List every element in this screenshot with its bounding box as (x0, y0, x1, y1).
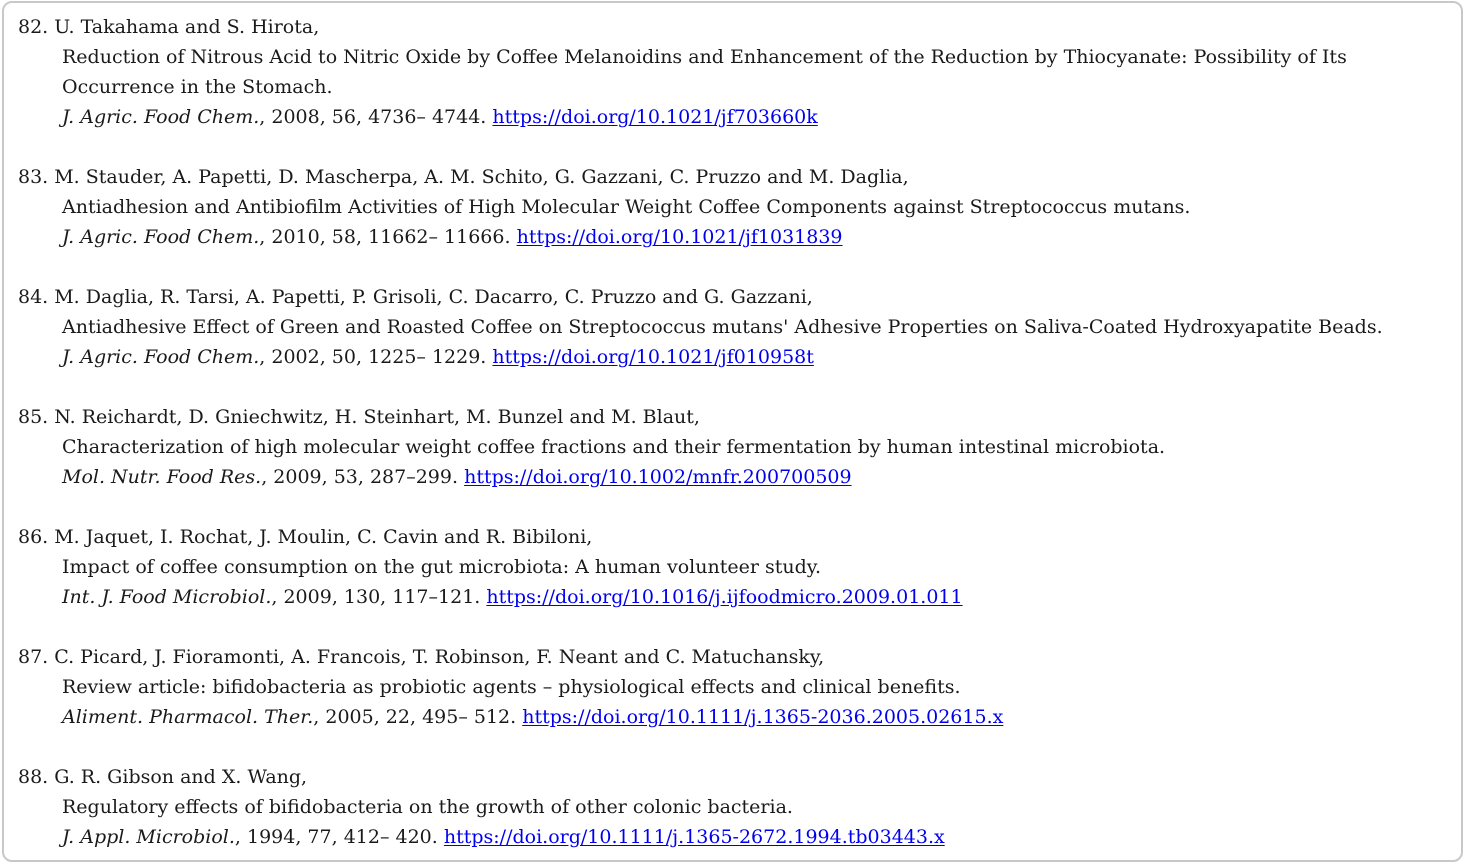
reference-journal: J. Appl. Microbiol. (62, 826, 235, 848)
reference-journal: Mol. Nutr. Food Res. (62, 466, 262, 488)
reference-details: , 2008, 56, 4736– 4744. (259, 106, 487, 128)
doi-link[interactable]: https://doi.org/10.1111/j.1365-2672.1994.tb03443.x (443, 826, 945, 848)
reference-title: Regulatory effects of bifidobacteria on the growth of other colonic bacteria. (62, 796, 793, 818)
reference-citation (62, 462, 1458, 492)
reference-body (18, 552, 1458, 612)
reference-head (18, 282, 1458, 312)
doi-link[interactable]: https://doi.org/10.1016/j.ijfoodmicro.2009.01.011 (486, 586, 963, 608)
reference-number: 86. (18, 526, 49, 548)
reference-item (18, 12, 1458, 132)
reference-authors: M. Jaquet, I. Rochat, J. Moulin, C. Cavin and R. Bibiloni, (54, 526, 593, 548)
reference-title: Impact of coffee consumption on the gut microbiota: A human volunteer study. (62, 556, 821, 578)
reference-head (18, 522, 1458, 552)
reference-number: 83. (18, 166, 49, 188)
doi-link[interactable]: https://doi.org/10.1002/mnfr.200700509 (464, 466, 852, 488)
reference-head (18, 162, 1458, 192)
reference-citation (62, 222, 1458, 252)
reference-title: Antiadhesive Effect of Green and Roasted Coffee on Streptococcus mutans' Adhesive Properties on Saliva-Coated Hydroxyapatite Beads. (62, 316, 1383, 338)
reference-body (18, 792, 1458, 852)
reference-number: 87. (18, 646, 49, 668)
reference-journal: J. Agric. Food Chem. (62, 106, 260, 128)
reference-journal: J. Agric. Food Chem. (62, 346, 260, 368)
reference-title: Review article: bifidobacteria as probiotic agents – physiological effects and clinical benefits. (62, 676, 961, 698)
reference-details: , 2009, 130, 117–121. (271, 586, 481, 608)
reference-authors: M. Daglia, R. Tarsi, A. Papetti, P. Grisoli, C. Dacarro, C. Pruzzo and G. Gazzani, (54, 286, 813, 308)
reference-item (18, 762, 1458, 852)
reference-authors: C. Picard, J. Fioramonti, A. Francois, T. Robinson, F. Neant and C. Matuchansky, (54, 646, 825, 668)
reference-body (18, 672, 1458, 732)
reference-citation (62, 702, 1458, 732)
reference-citation (62, 822, 1458, 852)
reference-body (18, 42, 1458, 132)
reference-authors: N. Reichardt, D. Gniechwitz, H. Steinhart, M. Bunzel and M. Blaut, (54, 406, 700, 428)
reference-number: 84. (18, 286, 49, 308)
reference-authors: M. Stauder, A. Papetti, D. Mascherpa, A. M. Schito, G. Gazzani, C. Pruzzo and M. Daglia, (54, 166, 909, 188)
reference-title: Antiadhesion and Antibiofilm Activities of High Molecular Weight Coffee Components against Streptococcus mutans. (62, 196, 1191, 218)
reference-journal: Aliment. Pharmacol. Ther. (62, 706, 314, 728)
reference-item (18, 282, 1458, 372)
reference-citation (62, 102, 1458, 132)
reference-citation (62, 582, 1458, 612)
reference-head (18, 12, 1458, 42)
reference-head (18, 762, 1458, 792)
doi-link[interactable]: https://doi.org/10.1111/j.1365-2036.2005.02615.x (522, 706, 1004, 728)
reference-number: 88. (18, 766, 49, 788)
reference-authors: U. Takahama and S. Hirota, (54, 16, 320, 38)
reference-item (18, 402, 1458, 492)
reference-details: , 2002, 50, 1225– 1229. (259, 346, 487, 368)
reference-journal: Int. J. Food Microbiol. (62, 586, 272, 608)
reference-body (18, 192, 1458, 252)
reference-details: , 2009, 53, 287–299. (261, 466, 459, 488)
reference-item (18, 162, 1458, 252)
reference-number: 82. (18, 16, 49, 38)
reference-details: , 2010, 58, 11662– 11666. (259, 226, 511, 248)
doi-link[interactable]: https://doi.org/10.1021/jf010958t (492, 346, 814, 368)
reference-head (18, 402, 1458, 432)
reference-details: , 1994, 77, 412– 420. (234, 826, 438, 848)
reference-item (18, 642, 1458, 732)
reference-number: 85. (18, 406, 49, 428)
reference-body (18, 432, 1458, 492)
doi-link[interactable]: https://doi.org/10.1021/jf703660k (492, 106, 818, 128)
reference-head (18, 642, 1458, 672)
reference-title: Reduction of Nitrous Acid to Nitric Oxide by Coffee Melanoidins and Enhancement of the Reduction by Thiocyanate: Possibility of Its Occurrence in the Stomach. (62, 46, 1347, 98)
reference-journal: J. Agric. Food Chem. (62, 226, 260, 248)
reference-title: Characterization of high molecular weight coffee fractions and their fermentation by human intestinal microbiota. (62, 436, 1166, 458)
reference-item (18, 522, 1458, 612)
reference-details: , 2005, 22, 495– 512. (313, 706, 517, 728)
reference-list (18, 12, 1458, 852)
reference-citation (62, 342, 1458, 372)
doi-link[interactable]: https://doi.org/10.1021/jf1031839 (516, 226, 843, 248)
reference-authors: G. R. Gibson and X. Wang, (54, 766, 308, 788)
reference-body (18, 312, 1458, 372)
